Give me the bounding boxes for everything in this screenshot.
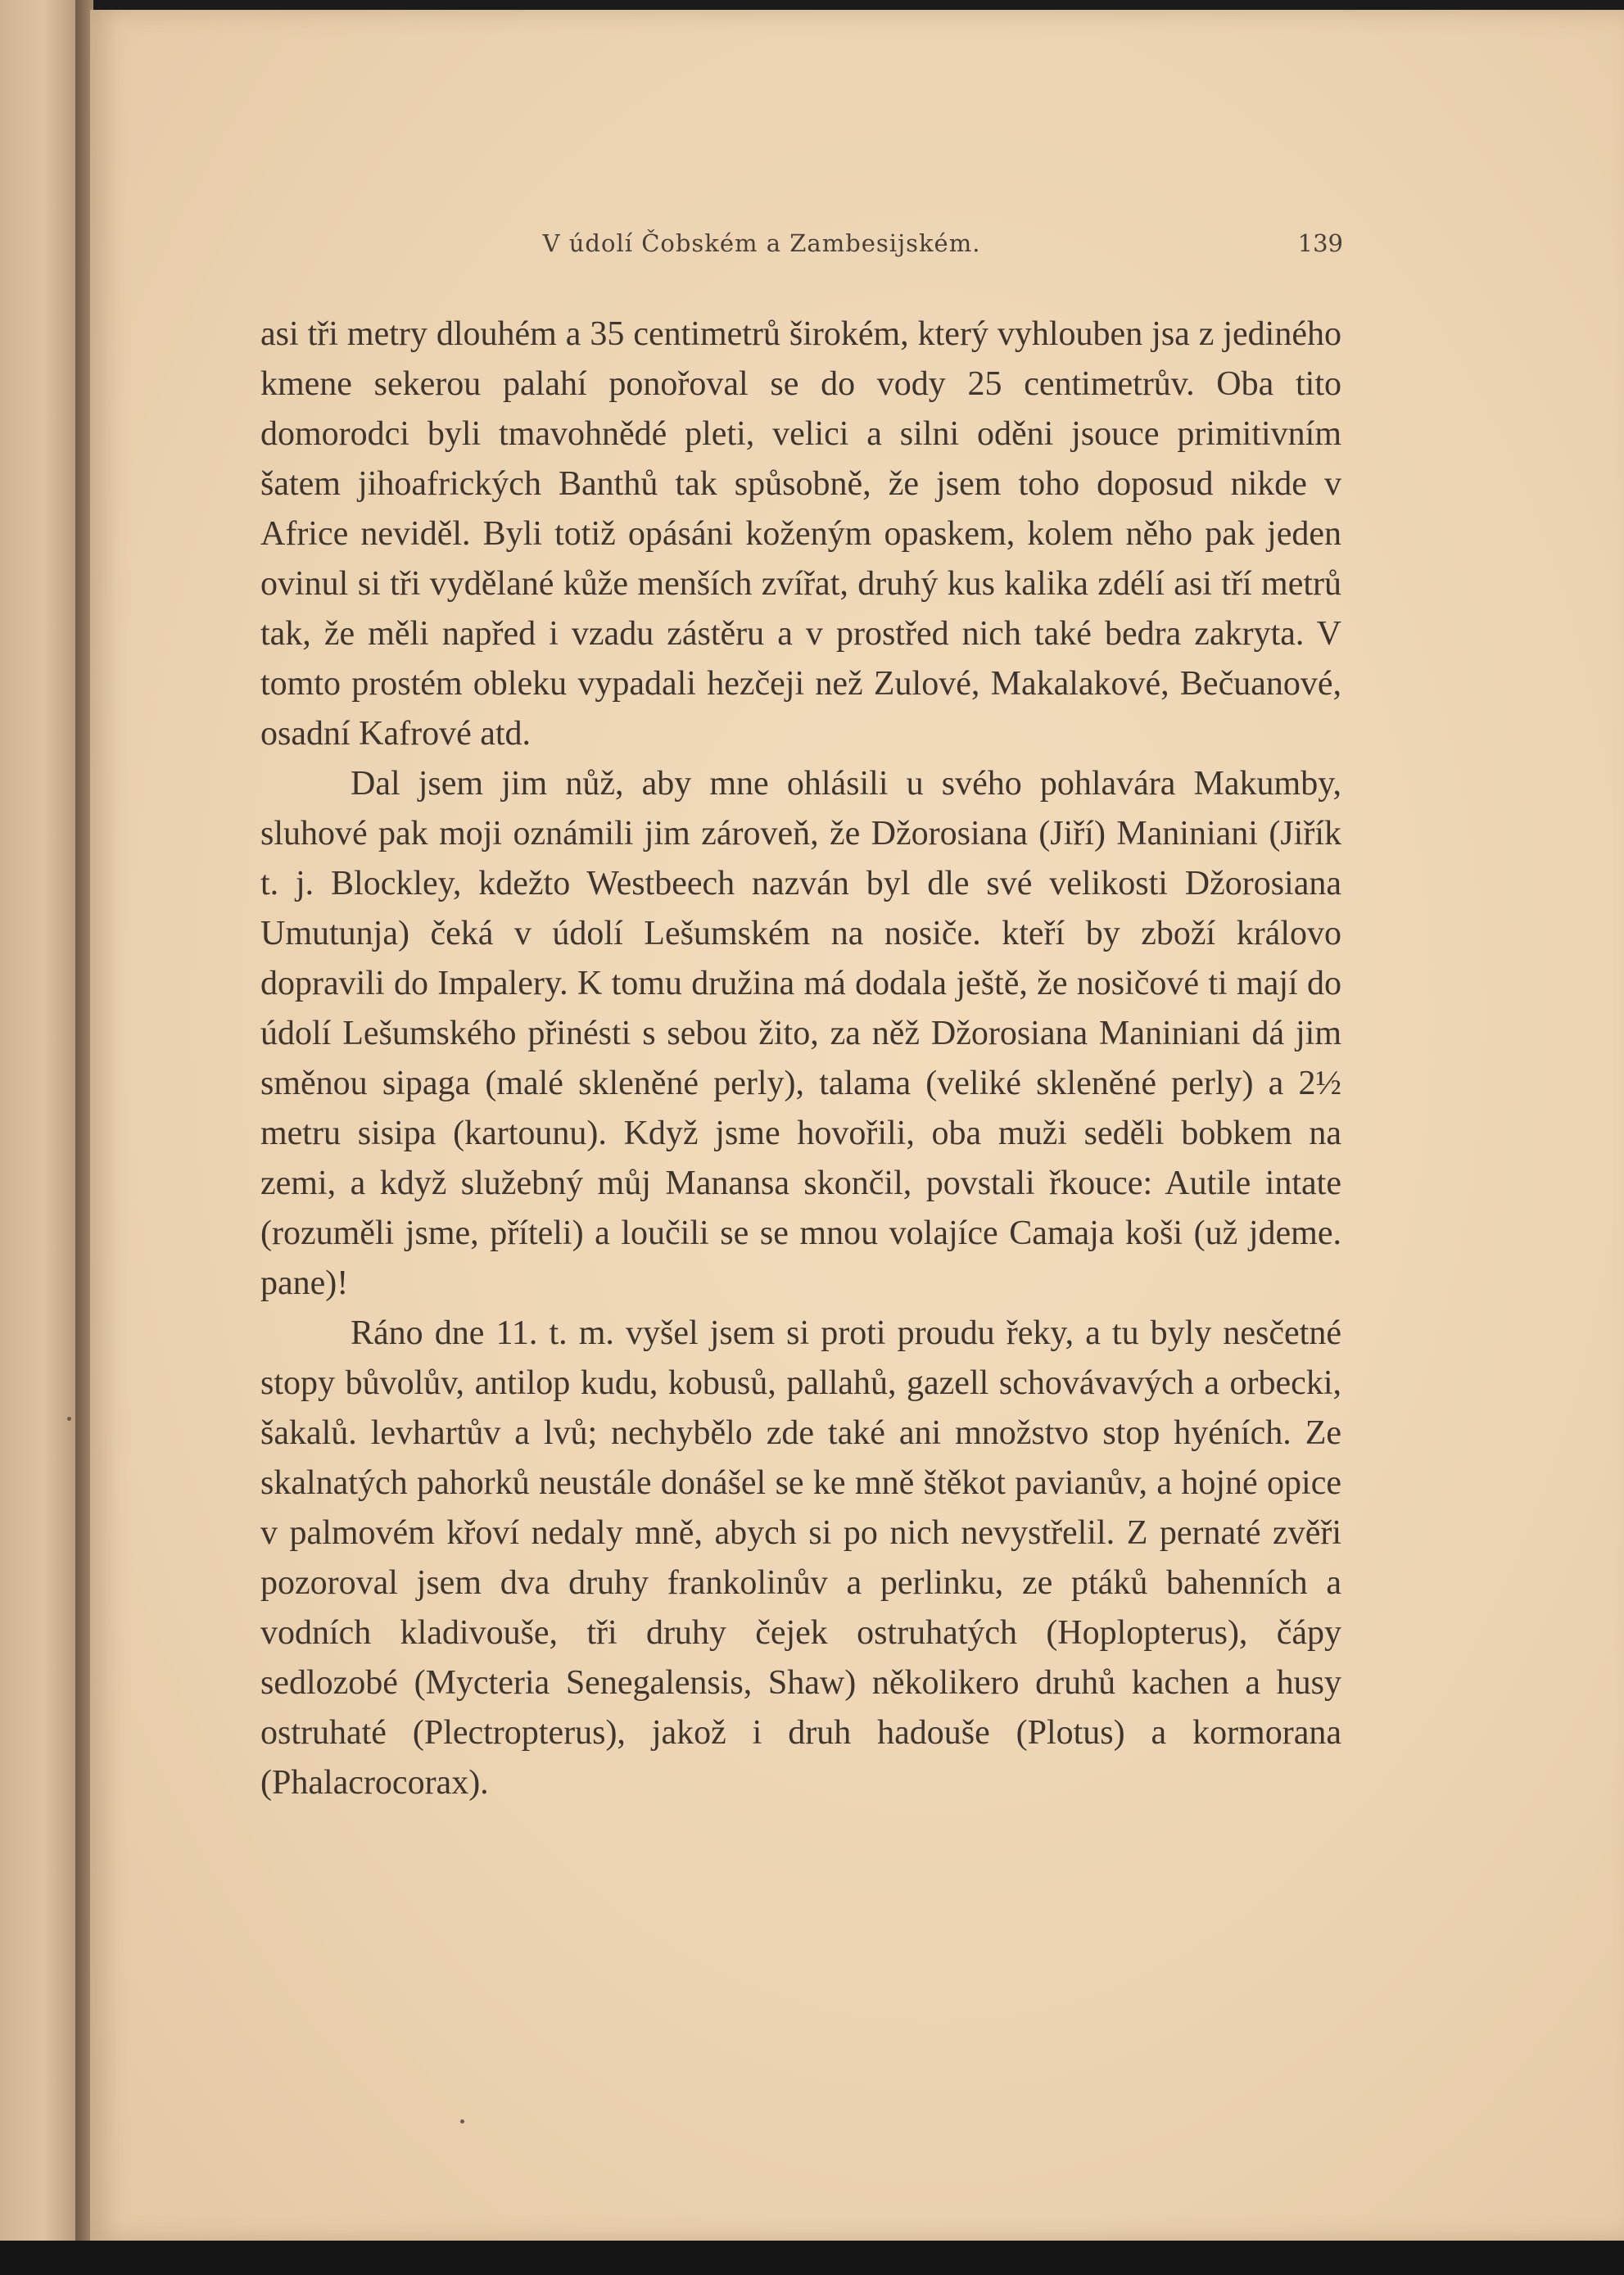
page-number: 139 — [1297, 229, 1343, 257]
paper-speck — [460, 2119, 464, 2123]
scan-border — [0, 2241, 1624, 2275]
page-header — [180, 229, 1343, 270]
paragraph: asi tři metry dlouhém a 35 centimetrů širokém, který vyhlouben jsa z jediného kmene sekerou palahí ponořoval se do vody 25 centimetrův. Oba tito domorodci byli tmavohnědé pleti, velici a silni oděni jsouce primitivním šatem jihoafrických Banthů tak spůsobně, že jsem toho doposud nikde v Africe neviděl. Byli totiž opásáni koženým opaskem, kolem něho pak jeden ovinul si tři vydělané kůže menších zvířat, druhý kus kalika zdélí asi tří metrů tak, že měli napřed i vzadu zástěru a v prostřed nich také bedra zakryta. V tomto prostém obleku vypadali hezčeji než Zulové, Makalakové, Bečuanové, osadní Kafrové atd. — [260, 315, 1341, 753]
facing-page-edge — [0, 0, 79, 2275]
running-title: V údolí Čobském a Zambesijském. — [542, 229, 981, 257]
paper-speck — [67, 1417, 71, 1421]
body-text — [260, 310, 1341, 1808]
paragraph: Ráno dne 11. t. m. vyšel jsem si proti proudu řeky, a tu byly nesčetné stopy bůvolův, antilop kudu, kobusů, pallahů, gazell schovávavých a orbecki, šakalů. levhartův a lvů; nechybělo zde také ani množstvo stop hyéních. Ze skalnatých pahorků neustále donášel se ke mně štěkot pavianův, a hojné opice v palmovém křoví nedaly mně, abych si po nich nevystřelil. Z pernaté zvěři pozoroval jsem dva druhy frankolinův a perlinku, ze ptáků bahenních a vodních kladivouše, tři druhy čejek ostruhatých (Hoplopterus), čápy sedlozobé (Mycteria Senegalensis, Shaw) několikero druhů kachen a husy ostruhaté (Plectropterus), jakož i druh hadouše (Plotus) a kormorana (Phalacrocorax). — [260, 1314, 1341, 1802]
paragraph: Dal jsem jim nůž, aby mne ohlásili u svého pohlavára Makumby, sluhové pak moji oznámili jim zároveň, že Džorosiana (Jiří) Maniniani (Jiřík t. j. Blockley, kdežto Westbeech nazván byl dle své velikosti Džorosiana Umutunja) čeká v údolí Lešumském na nosiče. kteří by zboží královo dopravili do Impalery. K tomu družina má dodala ještě, že nosičové ti mají do údolí Lešumského přinésti s sebou žito, za něž Džorosiana Maniniani dá jim směnou sipaga (malé skleněné perly), talama (veliké skleněné perly) a 2½ metru sisipa (kartounu). Když jsme hovořili, oba muži seděli bobkem na zemi, a když služebný můj Manansa skončil, povstali řkouce: Autile intate (rozuměli jsme, příteli) a loučili se se mnou volajíce Camaja koši (už jdeme. pane)! — [260, 765, 1341, 1302]
